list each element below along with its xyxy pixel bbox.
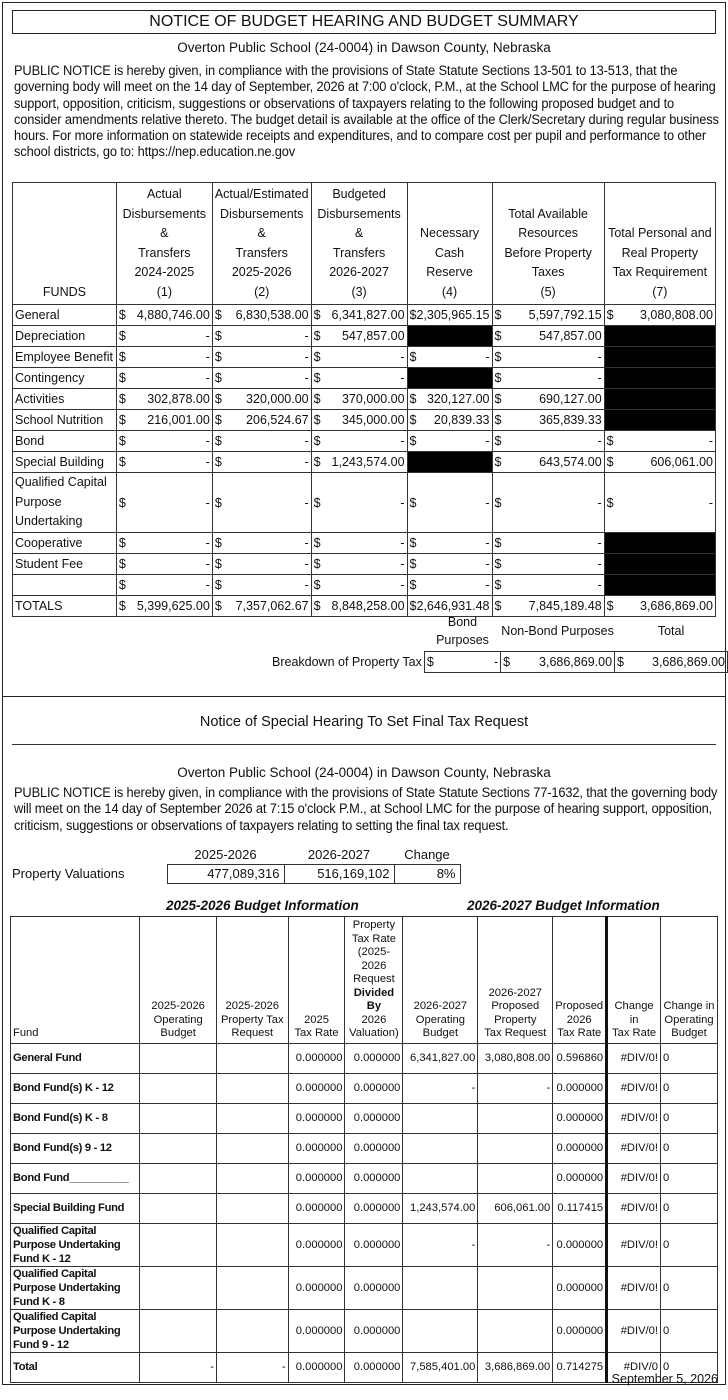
blacked-out-cell (604, 533, 715, 554)
fund-name: Special Building (13, 452, 117, 473)
amount-cell: $ - (212, 473, 311, 533)
tax-cell-b (216, 1193, 288, 1223)
tax-cell-f: 606,061.00 (478, 1193, 553, 1223)
tax-fund-name: Bond Fund__________ (11, 1163, 140, 1193)
tax-cell-e (403, 1103, 478, 1133)
tax-cell-d: 0.000000 (345, 1266, 403, 1309)
tax-header-i: Change in Operating Budget (661, 917, 718, 1044)
tax-header-f: 2026-2027 Proposed Property Tax Request (478, 917, 553, 1044)
amount-cell: $ - (116, 473, 212, 533)
tax-cell-e (403, 1309, 478, 1352)
tax-cell-b (216, 1103, 288, 1133)
tax-cell-f (478, 1266, 553, 1309)
amount-cell: $ - (311, 347, 407, 368)
breakdown-bond-value: $ - (424, 652, 500, 673)
tax-cell-e: 1,243,574.00 (403, 1193, 478, 1223)
tax-cell-c: 0.000000 (288, 1266, 345, 1309)
tax-cell-g: 0.596860 (553, 1043, 607, 1073)
tax-cell-d: 0.000000 (345, 1043, 403, 1073)
tax-cell-g: 0.000000 (553, 1223, 607, 1266)
tax-cell-e: - (403, 1073, 478, 1103)
blacked-out-cell (407, 452, 492, 473)
amount-cell: $ - (492, 347, 604, 368)
breakdown-nonbond-value: $ 3,686,869.00 (501, 652, 615, 673)
tax-cell-f (478, 1309, 553, 1352)
amount-cell: $ - (212, 326, 311, 347)
blacked-out-cell (604, 368, 715, 389)
tax-cell-e (403, 1266, 478, 1309)
amount-cell: $ 206,524.67 (212, 410, 311, 431)
tax-cell-c: 0.000000 (288, 1073, 345, 1103)
table-row (13, 575, 716, 596)
tax-header-g: Proposed 2026 Tax Rate (553, 917, 607, 1044)
tax-header-fund: Fund (11, 917, 140, 1044)
blacked-out-cell (604, 575, 715, 596)
tax-fund-name: Total (11, 1352, 140, 1382)
tax-cell-a (140, 1309, 217, 1352)
tax-cell-b (216, 1133, 288, 1163)
amount-cell: $ - (311, 575, 407, 596)
tax-fund-name: Qualified Capital Purpose Undertaking Fund K - 8 (11, 1266, 140, 1309)
fund-name: Qualified Capital Purpose Undertaking (13, 473, 117, 533)
tax-cell-h: #DIV/0! (607, 1193, 661, 1223)
blacked-out-cell (407, 368, 492, 389)
tax-cell-f: 3,080,808.00 (478, 1043, 553, 1073)
tax-cell-b (216, 1043, 288, 1073)
valuation-header-2026: 2026-2027 (307, 846, 371, 862)
amount-cell: $ - (492, 473, 604, 533)
tax-cell-i: 0 (661, 1073, 718, 1103)
amount-cell: $ 6,830,538.00 (212, 305, 311, 326)
tax-cell-e (403, 1163, 478, 1193)
tax-cell-h: #DIV/0! (607, 1043, 661, 1073)
tax-rate-table (10, 916, 718, 1383)
amount-cell: $ - (212, 431, 311, 452)
valuation-header-2025: 2025-2026 (194, 846, 257, 862)
table-row (11, 1133, 718, 1163)
tax-header-a: 2025-2026 Operating Budget (140, 917, 217, 1044)
amount-cell: $ - (212, 575, 311, 596)
tax-cell-c: 0.000000 (288, 1223, 345, 1266)
amount-cell: $ 365,839.33 (492, 410, 604, 431)
tax-cell-c: 0.000000 (288, 1352, 345, 1382)
table-row (13, 347, 716, 368)
tax-cell-c: 0.000000 (288, 1043, 345, 1073)
tax-cell-a (140, 1163, 217, 1193)
tax-cell-i: 0 (661, 1266, 718, 1309)
amount-cell: $ 4,880,746.00 (116, 305, 212, 326)
tax-cell-e: 7,585,401.00 (403, 1352, 478, 1382)
school-line: Overton Public School (24-0004) in Dawson County, Nebraska (177, 40, 551, 55)
header-cash-reserve: Necessary Cash Reserve (4) (407, 183, 492, 305)
fund-name: Activities (13, 389, 117, 410)
table-row (13, 305, 716, 326)
amount-cell: $ 345,000.00 (311, 410, 407, 431)
tax-header-e: 2026-2027 Operating Budget (403, 917, 478, 1044)
amount-cell: $ - (212, 368, 311, 389)
tax-cell-h: #DIV/0! (607, 1223, 661, 1266)
tax-cell-h: #DIV/0! (607, 1133, 661, 1163)
tax-cell-a (140, 1073, 217, 1103)
tax-cell-b (216, 1266, 288, 1309)
amount-cell: $ 2,305,965.15 (407, 305, 492, 326)
fund-name: School Nutrition (13, 410, 117, 431)
table-row (13, 533, 716, 554)
tax-cell-d: 0.000000 (345, 1193, 403, 1223)
amount-cell: $ 7,845,189.48 (492, 596, 604, 617)
amount-cell: $ 20,839.33 (407, 410, 492, 431)
table-row (11, 1163, 718, 1193)
fund-name: Depreciation (13, 326, 117, 347)
tax-header-h: Change in Tax Rate (607, 917, 661, 1044)
amount-cell: $ - (212, 554, 311, 575)
tax-cell-i: 0 (661, 1309, 718, 1352)
header-tax-requirement: Total Personal and Real Property Tax Requirement (7) (604, 183, 715, 305)
tax-fund-name: Bond Fund(s) K - 8 (11, 1103, 140, 1133)
valuation-change: 8% (394, 864, 460, 883)
fund-name: TOTALS (13, 596, 117, 617)
amount-cell: $ - (116, 452, 212, 473)
table-row (13, 389, 716, 410)
tax-cell-d: 0.000000 (345, 1163, 403, 1193)
amount-cell: $ - (116, 368, 212, 389)
amount-cell: $ 370,000.00 (311, 389, 407, 410)
tax-fund-name: Qualified Capital Purpose Undertaking Fund 9 - 12 (11, 1309, 140, 1352)
amount-cell: $ 7,357,062.67 (212, 596, 311, 617)
amount-cell: $ 216,001.00 (116, 410, 212, 431)
budget-info-2025-heading: 2025-2026 Budget Information (166, 898, 359, 913)
amount-cell: $ 547,857.00 (311, 326, 407, 347)
property-tax-breakdown (270, 613, 728, 673)
tax-cell-f (478, 1133, 553, 1163)
tax-cell-i: 0 (661, 1163, 718, 1193)
table-row (11, 1193, 718, 1223)
amount-cell: $ 5,597,792.15 (492, 305, 604, 326)
amount-cell: $ - (212, 452, 311, 473)
tax-cell-d: 0.000000 (345, 1309, 403, 1352)
tax-cell-f: 3,686,869.00 (478, 1352, 553, 1382)
tax-cell-d: 0.000000 (345, 1223, 403, 1266)
header-total-resources: Total Available Resources Before Property Taxes (5) (492, 183, 604, 305)
amount-cell: $ 8,848,258.00 (311, 596, 407, 617)
budget-info-2026-heading: 2026-2027 Budget Information (467, 898, 660, 913)
fund-name: General (13, 305, 117, 326)
table-row (13, 368, 716, 389)
amount-cell: $ - (407, 473, 492, 533)
fund-name: Cooperative (13, 533, 117, 554)
tax-cell-b (216, 1309, 288, 1352)
tax-cell-f (478, 1163, 553, 1193)
publication-date: September 5, 2026 (611, 1372, 718, 1386)
tax-cell-g: 0.000000 (553, 1163, 607, 1193)
tax-cell-e: 6,341,827.00 (403, 1043, 478, 1073)
table-row (13, 452, 716, 473)
table-row (13, 326, 716, 347)
tax-cell-e (403, 1133, 478, 1163)
amount-cell: $ - (212, 533, 311, 554)
table-row (13, 431, 716, 452)
amount-cell: $ - (492, 554, 604, 575)
tax-cell-i: 0 (661, 1043, 718, 1073)
tax-cell-c: 0.000000 (288, 1163, 345, 1193)
tax-cell-i: 0 (661, 1133, 718, 1163)
amount-cell: $ - (311, 554, 407, 575)
tax-header-b: 2025-2026 Property Tax Request (216, 917, 288, 1044)
table-row (11, 1309, 718, 1352)
amount-cell: $ - (116, 554, 212, 575)
tax-cell-h: #DIV/0! (607, 1073, 661, 1103)
tax-cell-a: - (140, 1352, 217, 1382)
amount-cell: $ - (604, 431, 715, 452)
tax-cell-a (140, 1133, 217, 1163)
tax-fund-name: Bond Fund(s) 9 - 12 (11, 1133, 140, 1163)
amount-cell: $ - (492, 368, 604, 389)
amount-cell: $ - (407, 431, 492, 452)
blacked-out-cell (604, 410, 715, 431)
fund-name: Bond (13, 431, 117, 452)
tax-cell-h: #DIV/0! (607, 1163, 661, 1193)
tax-cell-g: 0.714275 (553, 1352, 607, 1382)
blacked-out-cell (604, 389, 715, 410)
tax-cell-f: - (478, 1223, 553, 1266)
amount-cell: $ 320,000.00 (212, 389, 311, 410)
valuation-2025: 477,089,316 (167, 864, 284, 883)
tax-cell-h: #DIV/0 (607, 1352, 661, 1382)
amount-cell: $ - (604, 473, 715, 533)
tax-cell-g: 0.000000 (553, 1073, 607, 1103)
amount-cell: $ 5,399,625.00 (116, 596, 212, 617)
notice-paragraph: PUBLIC NOTICE is hereby given, in compliance with the provisions of State Statute Sections 13-501 to 13-513, that the governing body will meet on the 14 day of September, 2026 at 7:00 o'clock, P.M., at the School LMC for the purpose of hearing support, opposition, criticism, suggestions or observations of taxpayers relating to the following proposed budget and to consider amendments relative thereto. The budget detail is available at the office of the Clerk/Secretary during regular business hours. For more information on statewide receipts and expenditures, and to compare cost per pupil and performance to other school districts, go to: https://nep.education.ne.gov (14, 63, 719, 160)
amount-cell: $ - (311, 431, 407, 452)
amount-cell: $ 690,127.00 (492, 389, 604, 410)
tax-cell-b: - (216, 1352, 288, 1382)
amount-cell: $ - (311, 368, 407, 389)
amount-cell: $ - (311, 533, 407, 554)
tax-fund-name: General Fund (11, 1043, 140, 1073)
tax-cell-b (216, 1163, 288, 1193)
property-valuations (12, 845, 461, 884)
amount-cell: $ 3,686,869.00 (604, 596, 715, 617)
special-school-line: Overton Public School (24-0004) in Dawson County, Nebraska (177, 765, 551, 780)
amount-cell: $ - (407, 347, 492, 368)
amount-cell: $ - (492, 533, 604, 554)
tax-cell-f: - (478, 1073, 553, 1103)
tax-cell-e: - (403, 1223, 478, 1266)
amount-cell: $ - (116, 326, 212, 347)
header-funds: FUNDS (13, 183, 117, 305)
breakdown-total-header: Total (657, 624, 685, 638)
divider (12, 744, 716, 745)
tax-cell-b (216, 1073, 288, 1103)
table-row (13, 473, 716, 533)
header-estimated-2025-2026: Actual/Estimated Disbursements & Transfers 2025-2026 (2) (212, 183, 311, 305)
fund-name (13, 575, 117, 596)
amount-cell: $ - (492, 431, 604, 452)
tax-cell-a (140, 1103, 217, 1133)
tax-cell-d: 0.000000 (345, 1073, 403, 1103)
amount-cell: $ - (407, 554, 492, 575)
tax-cell-b (216, 1223, 288, 1266)
table-row (11, 1073, 718, 1103)
tax-cell-c: 0.000000 (288, 1103, 345, 1133)
tax-cell-a (140, 1193, 217, 1223)
tax-header-c: 2025 Tax Rate (288, 917, 345, 1044)
tax-cell-g: 0.000000 (553, 1309, 607, 1352)
special-hearing-title: Notice of Special Hearing To Set Final Tax Request (199, 714, 529, 730)
blacked-out-cell (604, 326, 715, 347)
table-row (11, 1223, 718, 1266)
amount-cell: $ - (492, 575, 604, 596)
breakdown-total-value: $ 3,686,869.00 (615, 652, 728, 673)
blacked-out-cell (407, 326, 492, 347)
tax-cell-f (478, 1103, 553, 1133)
breakdown-bond-header: Bond Purposes (436, 615, 489, 647)
tax-cell-c: 0.000000 (288, 1133, 345, 1163)
tax-cell-d: 0.000000 (345, 1133, 403, 1163)
amount-cell: $ 302,878.00 (116, 389, 212, 410)
tax-cell-g: 0.117415 (553, 1193, 607, 1223)
amount-cell: $ 3,080,808.00 (604, 305, 715, 326)
tax-cell-g: 0.000000 (553, 1103, 607, 1133)
tax-cell-h: #DIV/0! (607, 1103, 661, 1133)
tax-cell-d: 0.000000 (345, 1103, 403, 1133)
breakdown-nonbond-header: Non-Bond Purposes (501, 624, 614, 638)
amount-cell: $ - (116, 347, 212, 368)
special-paragraph: PUBLIC NOTICE is hereby given, in compliance with the provisions of State Statute Sections 77-1632, that the governing body will meet on the 14 day of September 2026 at 7:15 o'clock P.M., at School LMC for the purpose of hearing support, opposition, criticism, suggestions or observations of taxpayers relating to setting the final tax request. (14, 785, 718, 833)
table-row (11, 1043, 718, 1073)
tax-cell-h: #DIV/0! (607, 1309, 661, 1352)
tax-cell-g: 0.000000 (553, 1266, 607, 1309)
amount-cell: $ - (212, 347, 311, 368)
tax-fund-name: Qualified Capital Purpose Undertaking Fund K - 12 (11, 1223, 140, 1266)
tax-fund-name: Special Building Fund (11, 1193, 140, 1223)
amount-cell: $ 6,341,827.00 (311, 305, 407, 326)
tax-cell-a (140, 1223, 217, 1266)
blacked-out-cell (604, 554, 715, 575)
amount-cell: $ - (116, 431, 212, 452)
tax-cell-a (140, 1043, 217, 1073)
table-row (11, 1266, 718, 1309)
amount-cell: $ - (116, 533, 212, 554)
tax-cell-i: 0 (661, 1352, 718, 1382)
blacked-out-cell (604, 347, 715, 368)
amount-cell: $ - (311, 473, 407, 533)
fund-name: Contingency (13, 368, 117, 389)
amount-cell: $ 643,574.00 (492, 452, 604, 473)
valuation-2026: 516,169,102 (284, 864, 394, 883)
fund-name: Employee Benefit (13, 347, 117, 368)
amount-cell: $ - (407, 575, 492, 596)
valuation-header-change: Change (404, 846, 450, 862)
table-row (13, 554, 716, 575)
amount-cell: $ 1,243,574.00 (311, 452, 407, 473)
tax-cell-c: 0.000000 (288, 1309, 345, 1352)
valuation-label: Property Valuations (12, 866, 125, 881)
breakdown-label: Breakdown of Property Tax (272, 655, 422, 669)
tax-cell-i: 0 (661, 1193, 718, 1223)
table-row (11, 1103, 718, 1133)
amount-cell: $ - (116, 575, 212, 596)
table-row (13, 410, 716, 431)
amount-cell: $ 2,646,931.48 (407, 596, 492, 617)
amount-cell: $ 606,061.00 (604, 452, 715, 473)
tax-cell-c: 0.000000 (288, 1193, 345, 1223)
tax-header-d: Property Tax Rate (2025-2026 Request Divided By 2026 Valuation) (345, 917, 403, 1044)
budget-table (12, 182, 716, 617)
tax-cell-a (140, 1266, 217, 1309)
tax-cell-h: #DIV/0! (607, 1266, 661, 1309)
tax-cell-i: 0 (661, 1103, 718, 1133)
tax-fund-name: Bond Fund(s) K - 12 (11, 1073, 140, 1103)
tax-cell-d: 0.000000 (345, 1352, 403, 1382)
amount-cell: $ - (407, 533, 492, 554)
amount-cell: $ 547,857.00 (492, 326, 604, 347)
tax-cell-i: 0 (661, 1223, 718, 1266)
amount-cell: $ 320,127.00 (407, 389, 492, 410)
fund-name: Student Fee (13, 554, 117, 575)
header-actual-2024-2025: Actual Disbursements & Transfers 2024-2025 (1) (116, 183, 212, 305)
header-budgeted-2026-2027: Budgeted Disbursements & Transfers 2026-2027 (3) (311, 183, 407, 305)
notice-title: NOTICE OF BUDGET HEARING AND BUDGET SUMMARY (12, 10, 716, 34)
tax-cell-g: 0.000000 (553, 1133, 607, 1163)
